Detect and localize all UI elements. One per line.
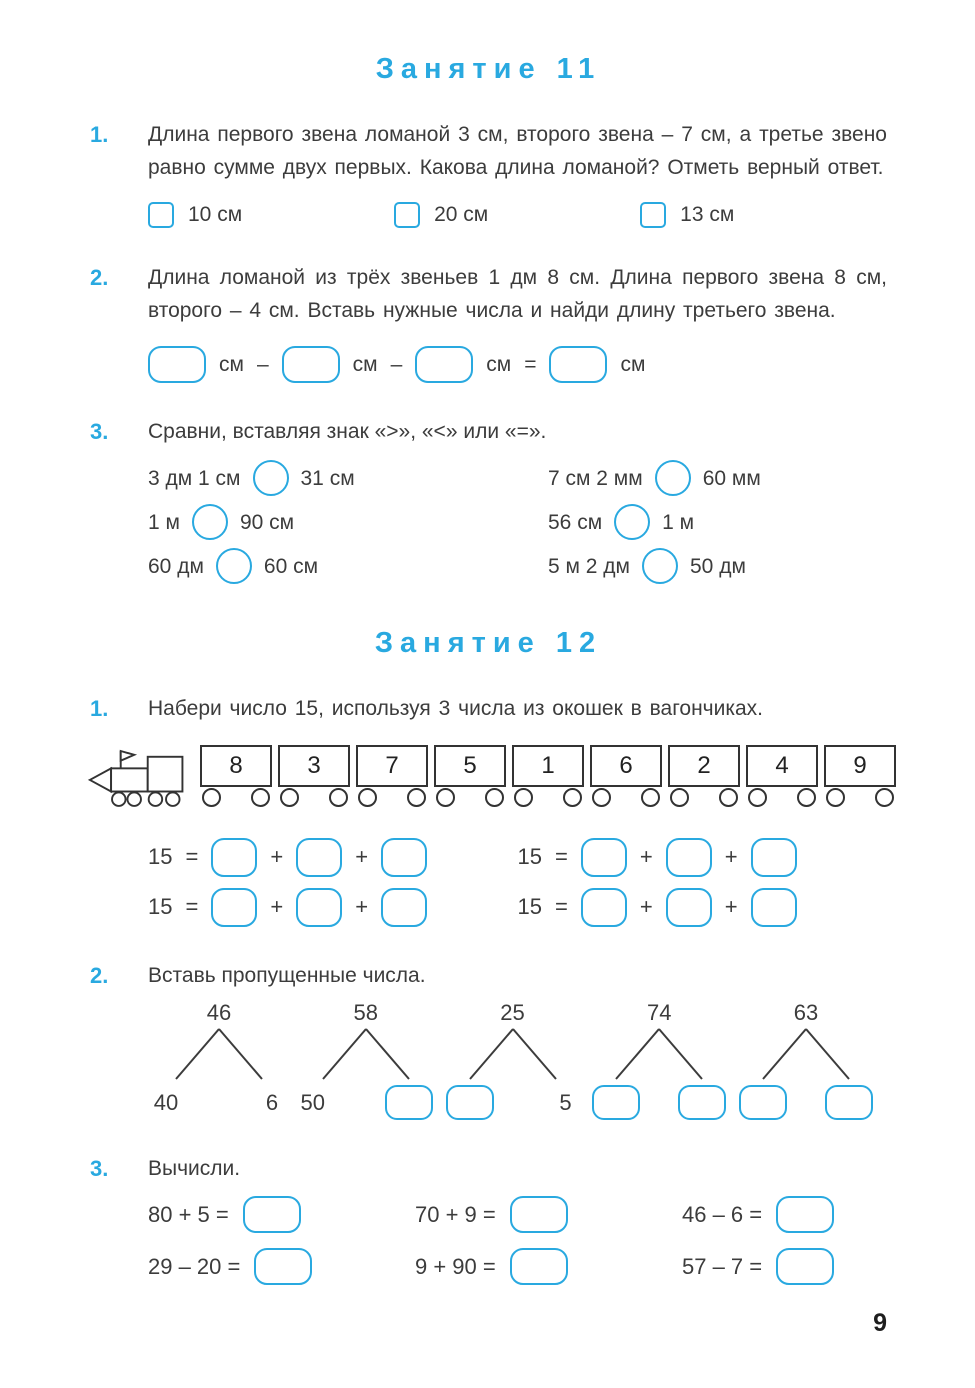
wheel-icon bbox=[748, 788, 767, 807]
task-text: Длина ломаной из трёх звеньев 1 дм 8 см. Длина первого звена 8 см, второго – 4 см. Вставь нужные числа и найди длину третьего звена. bbox=[148, 266, 887, 322]
answer-slot[interactable] bbox=[254, 1248, 312, 1285]
wheel-icon bbox=[719, 788, 738, 807]
operator: – bbox=[390, 352, 403, 376]
calc-equation bbox=[148, 1243, 415, 1289]
sum-target: 15 bbox=[148, 894, 173, 919]
comparison-sign-slot[interactable] bbox=[216, 548, 252, 584]
task-number: 3. bbox=[90, 1156, 109, 1181]
lesson-12-title: Занятие 12 bbox=[374, 627, 603, 659]
train-car bbox=[278, 745, 350, 811]
task-text: Вычисли. bbox=[148, 1157, 241, 1180]
answer-slot[interactable] bbox=[678, 1085, 726, 1120]
comparison-right-value: 60 мм bbox=[702, 466, 761, 490]
task-body bbox=[148, 118, 887, 231]
plus-sign: + bbox=[270, 844, 284, 869]
comparison-sign-slot[interactable] bbox=[192, 504, 228, 540]
wheel-icon bbox=[202, 788, 221, 807]
task-number: 1. bbox=[90, 122, 109, 147]
comparison-columns bbox=[148, 456, 887, 588]
lesson11-task-1 bbox=[90, 118, 887, 231]
answer-slot[interactable] bbox=[825, 1085, 873, 1120]
answer-slot[interactable] bbox=[510, 1196, 568, 1233]
answer-slot[interactable] bbox=[581, 888, 627, 927]
tree-top-number: 74 bbox=[647, 1000, 672, 1025]
number-tree bbox=[442, 1000, 584, 1122]
comparison-left-value: 56 см bbox=[548, 510, 603, 534]
comparison-left-value: 7 см 2 мм bbox=[548, 466, 643, 490]
calc-equation bbox=[415, 1243, 682, 1289]
sum-target: 15 bbox=[148, 844, 173, 869]
calc-expression: 29 – 20 = bbox=[148, 1253, 241, 1279]
task-number: 1. bbox=[90, 696, 109, 721]
train-car bbox=[746, 745, 818, 811]
tree-top-number: 58 bbox=[353, 1000, 378, 1025]
task-body bbox=[148, 692, 887, 725]
calc-equation bbox=[148, 1191, 415, 1237]
lesson12-task-3 bbox=[90, 1152, 887, 1289]
operator: – bbox=[256, 352, 269, 376]
wheel-icon bbox=[407, 788, 426, 807]
answer-choices bbox=[148, 198, 887, 231]
choice-option-3[interactable] bbox=[640, 198, 886, 231]
tree-bottom-row bbox=[442, 1082, 584, 1122]
unit-label: см bbox=[620, 352, 646, 376]
train-car-number: 5 bbox=[434, 745, 506, 787]
lesson12-task-2 bbox=[90, 959, 887, 1122]
wheel-icon bbox=[251, 788, 270, 807]
answer-slot[interactable] bbox=[510, 1248, 568, 1285]
unit-label: см bbox=[352, 352, 378, 376]
tree-bottom-row bbox=[148, 1082, 290, 1122]
answer-slot[interactable] bbox=[446, 1085, 494, 1120]
plus-sign: + bbox=[355, 844, 369, 869]
number-tree bbox=[295, 1000, 437, 1122]
task-number: 2. bbox=[90, 265, 109, 290]
calc-expression: 46 – 6 = bbox=[682, 1201, 763, 1227]
checkbox-icon[interactable] bbox=[394, 202, 420, 228]
tree-branches-icon bbox=[588, 1026, 730, 1082]
tree-top-number: 25 bbox=[500, 1000, 525, 1025]
comparison-row bbox=[148, 456, 548, 500]
plus-sign: + bbox=[270, 894, 284, 919]
wheel-icon bbox=[875, 788, 894, 807]
comparison-right-value: 31 см bbox=[300, 466, 355, 490]
calc-expression: 9 + 90 = bbox=[415, 1253, 496, 1279]
calc-equations bbox=[148, 1191, 887, 1289]
answer-slot[interactable] bbox=[592, 1085, 640, 1120]
train-car-number: 8 bbox=[200, 745, 272, 787]
wheel-icon bbox=[592, 788, 611, 807]
comparison-row bbox=[148, 544, 548, 588]
equals-sign: = bbox=[185, 894, 199, 919]
equals-sign: = bbox=[554, 894, 568, 919]
comparison-sign-slot[interactable] bbox=[655, 460, 691, 496]
unit-label: см bbox=[486, 352, 512, 376]
sum-equation bbox=[518, 885, 888, 929]
length-equation bbox=[148, 343, 887, 385]
train-car-number: 3 bbox=[278, 745, 350, 787]
equals-sign: = bbox=[554, 844, 568, 869]
plus-sign: + bbox=[639, 844, 653, 869]
calc-expression: 70 + 9 = bbox=[415, 1201, 496, 1227]
number-tree bbox=[148, 1000, 290, 1122]
choice-option-2[interactable] bbox=[394, 198, 640, 231]
train-illustration bbox=[86, 745, 887, 811]
comparison-left-value: 3 дм 1 см bbox=[148, 466, 241, 490]
comparison-row bbox=[548, 456, 887, 500]
wheel-icon bbox=[280, 788, 299, 807]
comparison-row bbox=[548, 500, 887, 544]
answer-slot[interactable] bbox=[381, 838, 427, 877]
tree-bottom-row bbox=[735, 1082, 877, 1122]
checkbox-icon[interactable] bbox=[640, 202, 666, 228]
comparison-left-value: 5 м 2 дм bbox=[548, 554, 630, 578]
task-body bbox=[148, 1152, 887, 1289]
answer-slot[interactable] bbox=[751, 838, 797, 877]
answer-slot[interactable] bbox=[581, 838, 627, 877]
train-car bbox=[434, 745, 506, 811]
plus-sign: + bbox=[355, 894, 369, 919]
locomotive-icon bbox=[86, 745, 194, 811]
answer-slot[interactable] bbox=[751, 888, 797, 927]
train-car bbox=[512, 745, 584, 811]
answer-slot[interactable] bbox=[549, 346, 607, 383]
page-number: 9 bbox=[873, 1309, 887, 1337]
answer-slot[interactable] bbox=[415, 346, 473, 383]
tree-branches-icon bbox=[148, 1026, 290, 1082]
answer-slot[interactable] bbox=[666, 838, 712, 877]
comparison-left-value: 1 м bbox=[148, 510, 180, 534]
answer-slot[interactable] bbox=[666, 888, 712, 927]
choice-label: 13 см bbox=[680, 203, 735, 226]
checkbox-icon[interactable] bbox=[148, 202, 174, 228]
lesson12-task-1 bbox=[90, 692, 887, 725]
comparison-sign-slot[interactable] bbox=[614, 504, 650, 540]
train-car bbox=[590, 745, 662, 811]
wheel-icon bbox=[563, 788, 582, 807]
calc-equation bbox=[415, 1191, 682, 1237]
answer-slot[interactable] bbox=[296, 838, 342, 877]
wheel-icon bbox=[514, 788, 533, 807]
choice-label: 20 см bbox=[434, 203, 489, 226]
equals-sign: = bbox=[185, 844, 199, 869]
sum-target: 15 bbox=[517, 894, 542, 919]
sum-equation bbox=[518, 835, 888, 879]
comparison-left-value: 60 дм bbox=[148, 554, 204, 578]
tree-top-number: 63 bbox=[793, 1000, 819, 1025]
train-car bbox=[668, 745, 740, 811]
wheel-icon bbox=[485, 788, 504, 807]
comparison-row bbox=[148, 500, 548, 544]
task-body bbox=[148, 959, 887, 1122]
tree-branches-icon bbox=[295, 1026, 437, 1082]
choice-option-1[interactable] bbox=[148, 198, 394, 231]
train-car bbox=[824, 745, 896, 811]
task-text: Вставь пропущенные числа. bbox=[148, 964, 426, 987]
plus-sign: + bbox=[639, 894, 653, 919]
answer-slot[interactable] bbox=[211, 888, 257, 927]
wheel-icon bbox=[641, 788, 660, 807]
sum-equations bbox=[148, 835, 887, 929]
answer-slot[interactable] bbox=[296, 888, 342, 927]
lesson-11-title: Занятие 11 bbox=[375, 53, 602, 85]
train-car bbox=[356, 745, 428, 811]
task-body bbox=[148, 415, 887, 588]
tree-left-number: 40 bbox=[153, 1089, 179, 1115]
tree-branches-icon bbox=[442, 1026, 584, 1082]
comparison-column-right bbox=[548, 456, 887, 588]
comparison-right-value: 1 м bbox=[662, 510, 695, 534]
train-car-number: 2 bbox=[668, 745, 740, 787]
comparison-right-value: 60 см bbox=[263, 554, 319, 578]
tree-bottom-row bbox=[295, 1082, 437, 1122]
number-trees bbox=[148, 1000, 887, 1122]
tree-left-number: 50 bbox=[300, 1089, 325, 1115]
task-number: 2. bbox=[90, 963, 109, 988]
comparison-sign-slot[interactable] bbox=[253, 460, 289, 496]
choice-label: 10 см bbox=[188, 203, 243, 226]
task-text: Сравни, вставляя знак «>», «<» или «=». bbox=[148, 420, 547, 443]
answer-slot[interactable] bbox=[148, 346, 206, 383]
tree-right-number: 5 bbox=[559, 1089, 572, 1115]
train-car-number: 4 bbox=[746, 745, 818, 787]
wheel-icon bbox=[797, 788, 816, 807]
lesson11-task-2 bbox=[90, 261, 887, 385]
comparison-column-left bbox=[148, 456, 548, 588]
train-car-number: 7 bbox=[356, 745, 428, 787]
comparison-row bbox=[548, 544, 887, 588]
task-body bbox=[148, 261, 887, 385]
wheel-icon bbox=[358, 788, 377, 807]
task-text: Набери число 15, используя 3 числа из окошек в вагончиках. bbox=[148, 697, 764, 720]
task-number: 3. bbox=[90, 419, 109, 444]
number-tree bbox=[735, 1000, 877, 1122]
operator: = bbox=[524, 352, 537, 376]
task-text: Длина первого звена ломаной 3 см, второго звена – 7 см, а третье звено равно сумме двух первых. Какова длина ломаной? Отметь верный ответ. bbox=[148, 123, 887, 179]
answer-slot[interactable] bbox=[776, 1248, 834, 1285]
calc-expression: 80 + 5 = bbox=[148, 1201, 229, 1227]
answer-slot[interactable] bbox=[776, 1196, 834, 1233]
wheel-icon bbox=[826, 788, 845, 807]
comparison-sign-slot[interactable] bbox=[642, 548, 678, 584]
train-car-number: 1 bbox=[512, 745, 584, 787]
number-tree bbox=[588, 1000, 730, 1122]
train-car-number: 9 bbox=[824, 745, 896, 787]
tree-top-number: 46 bbox=[206, 1000, 232, 1025]
plus-sign: + bbox=[724, 894, 738, 919]
answer-slot[interactable] bbox=[282, 346, 340, 383]
answer-slot[interactable] bbox=[211, 838, 257, 877]
calc-equation bbox=[682, 1243, 887, 1289]
calc-equation bbox=[682, 1191, 887, 1237]
train-car bbox=[200, 745, 272, 811]
calc-expression: 57 – 7 = bbox=[682, 1253, 763, 1279]
tree-right-number: 6 bbox=[265, 1089, 279, 1115]
comparison-right-value: 50 дм bbox=[690, 554, 746, 578]
sum-target: 15 bbox=[517, 844, 542, 869]
comparison-right-value: 90 см bbox=[239, 510, 295, 534]
wheel-icon bbox=[329, 788, 348, 807]
plus-sign: + bbox=[724, 844, 738, 869]
sum-equation bbox=[148, 835, 518, 879]
answer-slot[interactable] bbox=[739, 1085, 787, 1120]
answer-slot[interactable] bbox=[243, 1196, 301, 1233]
sum-equation bbox=[148, 885, 518, 929]
tree-branches-icon bbox=[735, 1026, 877, 1082]
wheel-icon bbox=[436, 788, 455, 807]
answer-slot[interactable] bbox=[385, 1085, 433, 1120]
answer-slot[interactable] bbox=[381, 888, 427, 927]
lesson11-task-3 bbox=[90, 415, 887, 588]
train-car-number: 6 bbox=[590, 745, 662, 787]
unit-label: см bbox=[219, 352, 244, 376]
tree-bottom-row bbox=[588, 1082, 730, 1122]
wheel-icon bbox=[670, 788, 689, 807]
